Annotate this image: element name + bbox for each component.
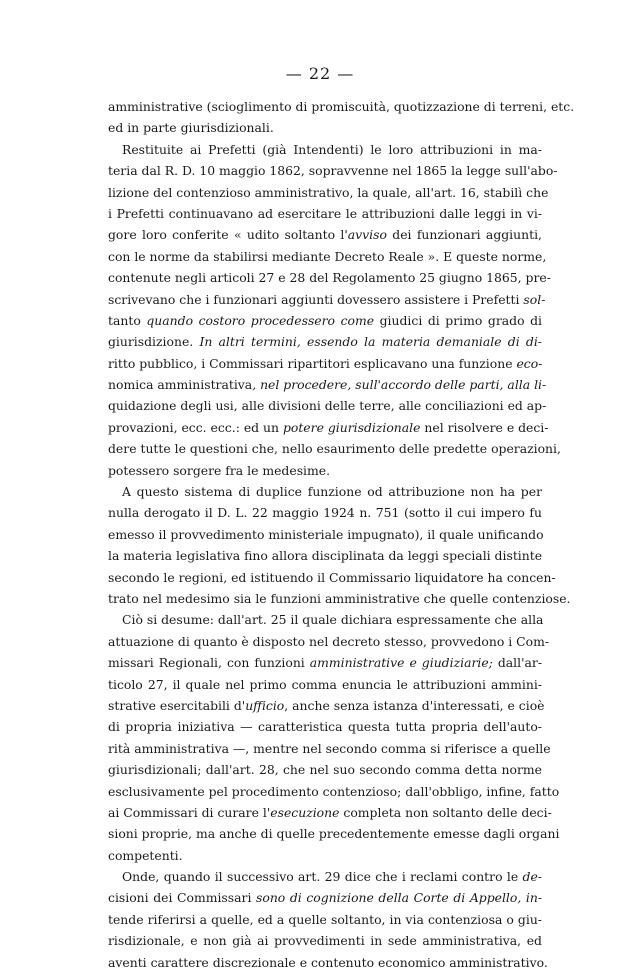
text-run: Restituite ai Prefetti (già Intendenti) le loro attribuzioni in ma- bbox=[122, 141, 542, 157]
italic-text: sol- bbox=[523, 291, 546, 307]
page-number: — 22 — bbox=[285, 64, 355, 83]
text-run: esclusivamente pel procedimento contenzioso; dall'obbligo, infine, fatto bbox=[108, 783, 560, 799]
text-run: quidazione degli usi, alle divisioni delle terre, alle conciliazioni ed ap- bbox=[108, 398, 547, 414]
italic-text: esecuzione bbox=[270, 804, 340, 820]
text-line bbox=[108, 695, 545, 716]
text-line bbox=[108, 716, 542, 737]
text-run: Ciò si desume: dall'art. 25 il quale dichiara espressamente che alla bbox=[122, 612, 544, 628]
text-run: trato nel medesimo sia le funzioni amministrative che quelle contenziose. bbox=[108, 590, 571, 606]
text-line bbox=[108, 374, 547, 395]
text-line bbox=[108, 117, 542, 138]
text-run: gore loro conferite « udito soltanto l' bbox=[108, 227, 348, 243]
text-line bbox=[108, 823, 560, 844]
text-line bbox=[108, 224, 542, 245]
text-run: cisioni dei Commissari bbox=[108, 890, 252, 906]
italic-text: amministrative e giudiziarie; bbox=[309, 655, 493, 671]
text-run: A questo sistema di duplice funzione od attribuzione non ha per bbox=[122, 484, 542, 500]
text-line bbox=[108, 353, 542, 374]
text-line bbox=[108, 588, 571, 609]
text-line bbox=[108, 139, 542, 160]
text-run: completa non soltanto delle deci- bbox=[339, 804, 552, 820]
text-line bbox=[108, 182, 549, 203]
text-run: potessero sorgere fra le medesime. bbox=[108, 462, 331, 478]
text-run: scrivevano che i funzionari aggiunti dovessero assistere i Prefetti bbox=[108, 291, 524, 307]
text-run: secondo le regioni, ed istituendo il Commissario liquidatore ha concen- bbox=[108, 569, 556, 585]
text-line bbox=[108, 96, 575, 117]
text-line bbox=[108, 887, 542, 908]
italic-text: , nel procedere, sull'accordo delle parti, alla li- bbox=[252, 377, 547, 393]
text-run: sioni proprie, ma anche di quelle precedentemente emesse dagli organi bbox=[108, 826, 560, 842]
text-line bbox=[108, 738, 551, 759]
text-run: nel risolvere e deci- bbox=[420, 419, 549, 435]
text-run: provazioni, ecc. ecc.: ed un bbox=[108, 419, 283, 435]
text-run: con le norme da stabilirsi mediante Decreto Reale ». E queste norme, bbox=[108, 248, 547, 264]
text-run: rità amministrativa —, mentre nel secondo comma si riferisce a quelle bbox=[108, 740, 551, 756]
text-line bbox=[108, 952, 548, 973]
text-run: tende riferirsi a quelle, ed a quelle soltanto, in via contenziosa o giu- bbox=[108, 911, 542, 927]
text-line bbox=[108, 481, 542, 502]
text-line bbox=[108, 759, 542, 780]
text-line bbox=[108, 289, 546, 310]
body-text bbox=[108, 96, 575, 973]
italic-text: potere giurisdizionale bbox=[282, 419, 421, 435]
text-line bbox=[108, 502, 542, 523]
text-run: tanto bbox=[108, 312, 141, 328]
text-run: di propria iniziativa — caratteristica questa tutta propria dell'auto- bbox=[108, 719, 542, 735]
text-run: strative esercitabili d' bbox=[108, 697, 246, 713]
text-line bbox=[108, 267, 551, 288]
text-line bbox=[108, 524, 542, 545]
text-line bbox=[108, 652, 542, 673]
text-line bbox=[108, 802, 552, 823]
text-run: dere tutte le questioni che, nello esaurimento delle predette operazioni, bbox=[108, 441, 561, 457]
text-line bbox=[108, 331, 542, 352]
text-run: Onde, quando il successivo art. 29 dice che i reclami contro le bbox=[122, 869, 523, 885]
text-run: dei funzionari aggiunti, bbox=[386, 227, 542, 243]
text-run: ed in parte giurisdizionali. bbox=[108, 120, 274, 136]
text-run: , anche senza istanza d'interessati, e cioè bbox=[284, 697, 545, 713]
text-line bbox=[108, 781, 560, 802]
text-run: nulla derogato il D. L. 22 maggio 1924 n. 751 (sotto il cui impero fu bbox=[108, 505, 542, 521]
italic-text: quando costoro procedessero come bbox=[140, 312, 380, 328]
text-line bbox=[108, 438, 561, 459]
text-run: ai Commissari di curare l' bbox=[108, 804, 271, 820]
text-line bbox=[108, 160, 558, 181]
text-run: risdizionale, e non già ai provvedimenti in sede amministrativa, ed bbox=[108, 933, 542, 949]
text-run: i Prefetti continuavano ad esercitare le attribuzioni dalle leggi in vi- bbox=[108, 205, 542, 221]
text-run: giurisdizionali; dall'art. 28, che nel suo secondo comma detta norme bbox=[108, 762, 542, 778]
text-line bbox=[108, 845, 542, 866]
text-line bbox=[108, 674, 542, 695]
text-run: amministrative (scioglimento di promiscuità, quotizzazione di terreni, etc. bbox=[108, 99, 575, 114]
text-run: dall'ar- bbox=[492, 655, 543, 671]
text-line bbox=[108, 609, 542, 630]
text-line bbox=[108, 203, 542, 224]
text-run: competenti. bbox=[108, 847, 183, 863]
text-run: ticolo 27, il quale nel primo comma enuncia le attribuzioni ammini- bbox=[108, 676, 542, 692]
text-line bbox=[108, 567, 556, 588]
text-run: emesso il provvedimento ministeriale impugnato), il quale unificando bbox=[108, 526, 544, 542]
text-run: giudici di primo grado di bbox=[379, 312, 542, 328]
text-line bbox=[108, 545, 542, 566]
text-run: la materia legislativa fino allora disciplinata da leggi speciali distinte bbox=[108, 548, 543, 564]
text-line bbox=[108, 395, 547, 416]
text-run: missari Regionali, con funzioni bbox=[108, 655, 310, 671]
italic-text: . In altri termini, essendo la materia demaniale di di- bbox=[189, 334, 542, 350]
text-line bbox=[108, 930, 542, 951]
text-line bbox=[108, 310, 542, 331]
italic-text: eco- bbox=[516, 355, 543, 371]
italic-text: de- bbox=[522, 869, 542, 885]
text-line bbox=[108, 909, 542, 930]
italic-text: sono di cognizione della Corte di Appello, in- bbox=[251, 890, 543, 906]
text-run: lizione del contenzioso amministrativo, la quale, all'art. 16, stabilì che bbox=[108, 184, 549, 200]
text-run: nomica amministrativa bbox=[108, 377, 253, 393]
text-line bbox=[108, 460, 542, 481]
text-run: attuazione di quanto è disposto nel decreto stesso, provvedono i Com- bbox=[108, 633, 550, 649]
text-line bbox=[108, 631, 550, 652]
italic-text: avviso bbox=[347, 227, 387, 243]
text-line bbox=[108, 417, 549, 438]
text-line bbox=[108, 246, 547, 267]
text-line bbox=[108, 866, 542, 887]
italic-text: ufficio bbox=[245, 697, 285, 713]
text-run: giurisdizione bbox=[108, 334, 190, 350]
text-run: teria dal R. D. 10 maggio 1862, sopravvenne nel 1865 la legge sull'abo- bbox=[108, 163, 558, 179]
text-run: contenute negli articoli 27 e 28 del Regolamento 25 giugno 1865, pre- bbox=[108, 270, 551, 286]
text-run: aventi carattere discrezionale e contenuto economico amministrativo. bbox=[108, 954, 548, 970]
text-run: ritto pubblico, i Commissari ripartitori esplicavano una funzione bbox=[108, 355, 517, 371]
